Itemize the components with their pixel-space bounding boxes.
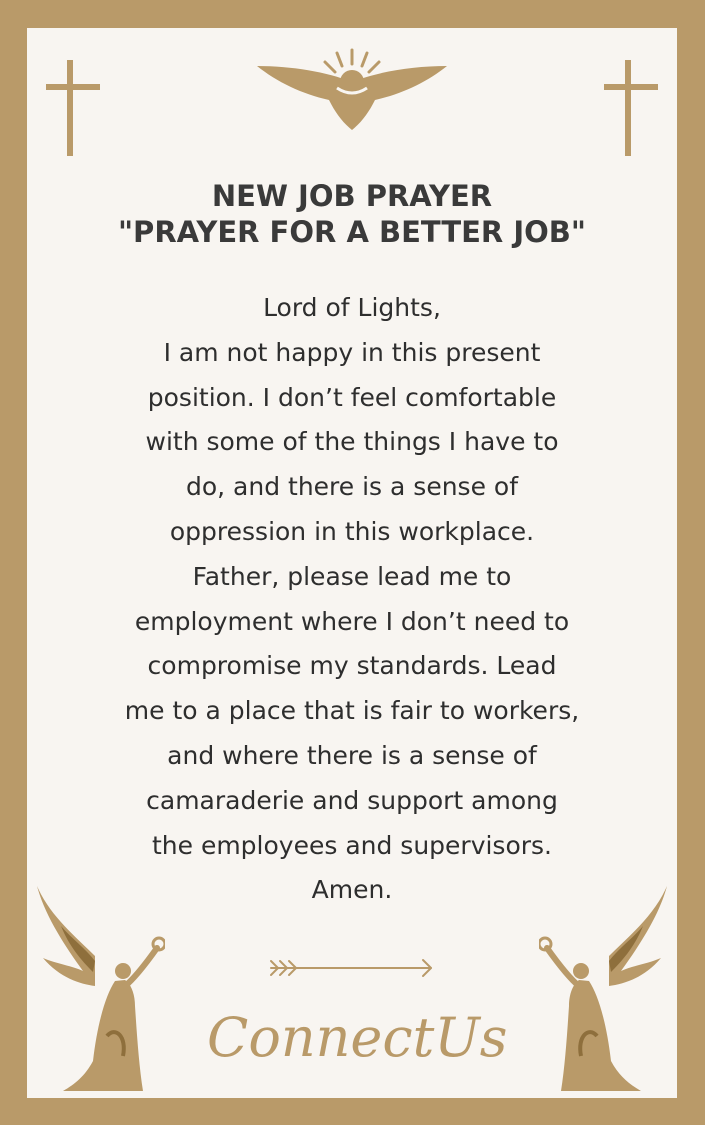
title-line: NEW JOB PRAYER: [211, 179, 493, 213]
prayer-line: me to a place that is fair to workers,: [124, 696, 580, 726]
prayer-line: Father, please lead me to: [192, 561, 512, 591]
prayer-text: [47, 286, 657, 913]
prayer-line: do, and there is a sense of: [185, 472, 518, 502]
prayer-line: position. I don’t feel comfortable: [147, 382, 557, 412]
winged-sun-icon: [257, 42, 447, 132]
angel-icon: [539, 886, 669, 1091]
prayer-line: employment where I don’t need to: [134, 606, 570, 636]
cross-icon: [46, 60, 100, 156]
prayer-line: Amen.: [311, 875, 393, 905]
prayer-line: compromise my standards. Lead: [147, 651, 557, 681]
prayer-line: camaraderie and support among: [146, 785, 558, 815]
cross-icon: [604, 60, 658, 156]
prayer-line: with some of the things I have to: [145, 427, 559, 457]
prayer-line: the employees and supervisors.: [151, 830, 553, 860]
prayer-line: I am not happy in this present: [163, 337, 541, 367]
page-title: [27, 178, 677, 250]
arrow-icon: [269, 956, 435, 980]
prayer-line: and where there is a sense of: [167, 740, 537, 770]
prayer-line: Lord of Lights,: [263, 293, 441, 322]
brand-logo: ConnectUs: [207, 1006, 508, 1069]
prayer-card: [27, 28, 677, 1098]
title-line: "PRAYER FOR A BETTER JOB": [117, 215, 587, 249]
prayer-line: oppression in this workplace.: [169, 516, 535, 546]
angel-icon: [35, 886, 165, 1091]
